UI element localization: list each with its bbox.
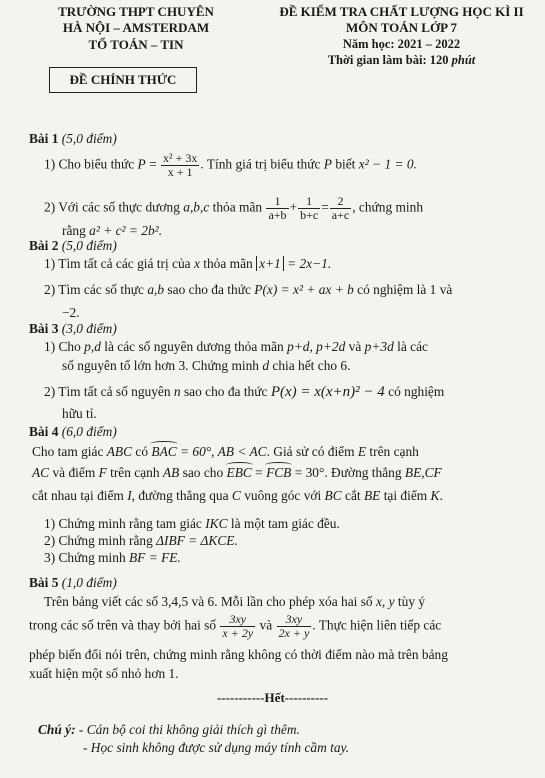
- problem-4-line-3: cắt nhau tại điểm I, đường thẳng qua C vuông góc với BC cắt BE tại điểm K.: [32, 488, 443, 503]
- problem-2-question-2: 2) Tìm các số thực a,b sao cho đa thức P(x) = x² + ax + b có nghiệm là 1 và: [44, 282, 453, 297]
- problem-2-question-2-cont: −2.: [62, 305, 80, 320]
- problem-3-question-2: 2) Tìm tất cả số nguyên n sao cho đa thức P(x) = x(x+n)² − 4 có nghiệm: [44, 384, 445, 400]
- problem-4-line-1: Cho tam giác ABC có BAC = 60°, AB < AC. Giả sử có điểm E trên cạnh: [32, 444, 419, 459]
- exam-title: ĐỀ KIỂM TRA CHẤT LƯỢNG HỌC KÌ II: [279, 4, 524, 19]
- problem-5-line-1: Trên bảng viết các số 3,4,5 và 6. Mỗi lần cho phép xóa hai số x, y tùy ý: [44, 594, 426, 609]
- problem-5-line-4: xuất hiện một số nhỏ hơn 1.: [29, 666, 179, 681]
- problem-3-question-2-cont: hữu tỉ.: [62, 406, 97, 421]
- problem-1-question-1: 1) Cho biểu thức P = $\frac{\text{x² + 3x}}{x + 1}$ . Tính giá trị biểu thức P biết x² − 1 = 0.: [44, 151, 417, 179]
- school-year: Năm học: 2021 – 2022: [342, 37, 461, 51]
- problem-5-line-3: phép biến đổi nói trên, chứng minh rằng không có thời điểm nào mà trên bảng: [29, 647, 448, 662]
- problem-4-heading: Bài 4 (6,0 điểm): [29, 424, 117, 439]
- school-name-line2: HÀ NỘI – AMSTERDAM: [62, 20, 210, 35]
- department-name: TỔ TOÁN – TIN: [88, 37, 184, 52]
- note-line-1: Chú ý: - Cán bộ coi thi không giải thích gì thêm.: [38, 722, 300, 737]
- problem-1-question-2-cont: rằng a² + c² = 2b².: [62, 223, 163, 238]
- school-name-line1: TRƯỜNG THPT CHUYÊN: [58, 4, 214, 19]
- problem-3-heading: Bài 3 (3,0 điểm): [29, 321, 117, 336]
- problem-5-line-2: trong các số trên và thay bởi hai số $\frac{3xy}{x + 2y}$ và $\frac{3xy}{2x + y}$ . Thực hiện liên tiếp các: [29, 612, 442, 640]
- problem-2-heading: Bài 2 (5,0 điểm): [29, 238, 117, 253]
- problem-3-question-1: 1) Cho p,d là các số nguyên dương thỏa mãn p+d, p+2d và p+3d là các: [44, 339, 428, 354]
- problem-4-question-3: 3) Chứng minh BF = FE.: [44, 550, 181, 565]
- problem-5-heading: Bài 5 (1,0 điểm): [29, 575, 117, 590]
- exam-duration: Thời gian làm bài: 120 phút: [327, 53, 476, 67]
- problem-2-question-1: 1) Tìm tất cả các giá trị của x thỏa mãn x+1 = 2x−1.: [44, 256, 332, 271]
- problem-4-line-2: AC và điểm F trên cạnh AB sao cho EBC = FCB = 30°. Đường thẳng BE,CF: [32, 465, 442, 480]
- problem-3-question-1-cont: số nguyên tố lớn hơn 3. Chứng minh d chia hết cho 6.: [62, 358, 351, 373]
- problem-1-heading: Bài 1 (5,0 điểm): [29, 131, 117, 146]
- exam-subject: MÔN TOÁN LỚP 7: [345, 20, 458, 35]
- note-line-2: - Học sinh không được sử dụng máy tính cầm tay.: [83, 740, 350, 755]
- fraction: $\frac{\text{x² + 3x}}{x + 1}$: [162, 151, 198, 179]
- end-marker: -----------Hết----------: [216, 690, 329, 705]
- problem-4-question-1: 1) Chứng minh rằng tam giác IKC là một tam giác đều.: [44, 516, 340, 531]
- problem-4-question-2: 2) Chứng minh rằng ΔIBF = ΔKCE.: [44, 533, 238, 548]
- problem-1-question-2: 2) Với các số thực dương a,b,c thỏa mãn $\frac{1}{a+b}$ + $\frac{1}{b+c}$ = $\frac{2}{a+c}$ , chứng minh: [44, 194, 424, 222]
- official-exam-badge: ĐỀ CHÍNH THỨC: [49, 67, 197, 93]
